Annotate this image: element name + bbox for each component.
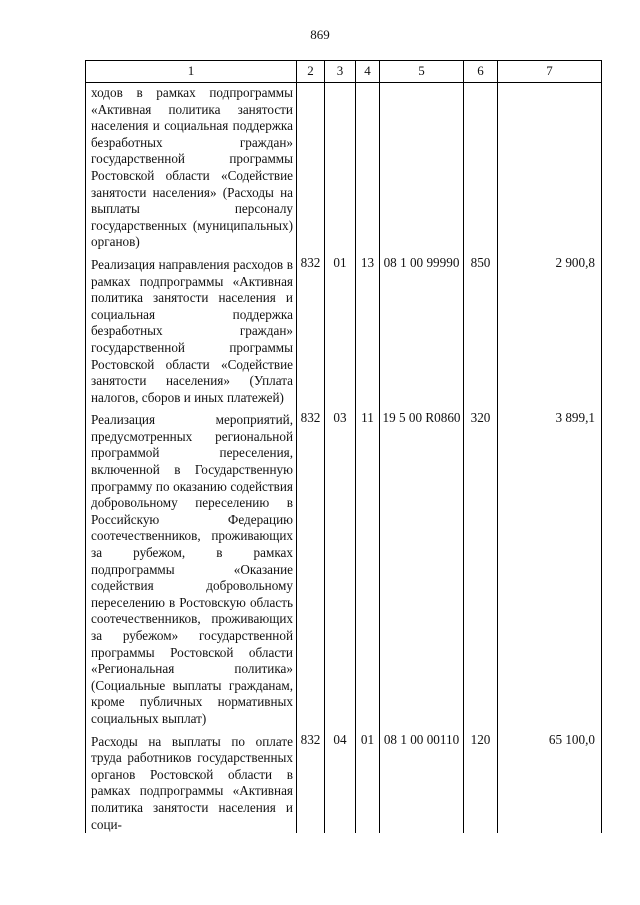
row-ministry: 832 (297, 406, 325, 727)
row-description: Реализация мероприятий, предусмотренных региональной программой переселения, включенной в Государственную программу по оказанию содействия добровольному переселению в Российскую Федерацию соотечественников, проживающих за рубежом, в рамках подпрограммы «Оказание содействия добровольному переселению в Ростовскую область соотечественников, проживающих за рубежом» государственной программы Ростовской области «Региональная политика» (Социальные выплаты гражданам, кроме публичных нормативных социальных выплат) (86, 406, 297, 727)
row-section: 01 (325, 251, 356, 406)
col-header-4: 4 (356, 61, 380, 83)
row-section (325, 83, 356, 251)
row-section: 03 (325, 406, 356, 727)
row-type (464, 83, 498, 251)
row-amount (498, 83, 602, 251)
row-subsection: 11 (356, 406, 380, 727)
row-ministry: 832 (297, 251, 325, 406)
table-row (86, 83, 602, 251)
row-section: 04 (325, 728, 356, 834)
budget-table (85, 60, 602, 833)
table-header-row (86, 61, 602, 83)
row-ministry: 832 (297, 728, 325, 834)
row-amount: 65 100,0 (498, 728, 602, 834)
row-type: 120 (464, 728, 498, 834)
row-amount: 3 899,1 (498, 406, 602, 727)
row-subsection (356, 83, 380, 251)
col-header-5: 5 (380, 61, 464, 83)
row-subsection: 01 (356, 728, 380, 834)
col-header-7: 7 (498, 61, 602, 83)
row-ministry (297, 83, 325, 251)
col-header-3: 3 (325, 61, 356, 83)
row-target (380, 83, 464, 251)
row-description: Расходы на выплаты по оплате труда работников государственных органов Ростовской области в рамках подпрограммы «Активная политика занятости населения и соци- (86, 728, 297, 834)
col-header-2: 2 (297, 61, 325, 83)
page-number: 869 (310, 27, 330, 42)
row-amount: 2 900,8 (498, 251, 602, 406)
col-header-1: 1 (86, 61, 297, 83)
row-description: Реализация направления расходов в рамках подпрограммы «Активная политика занятости населения и социальная поддержка безработных граждан» государственной программы Ростовской области «Содействие занятости населения» (Уплата налогов, сборов и иных платежей) (86, 251, 297, 406)
row-description: ходов в рамках подпрограммы «Активная политика занятости населения и социальная поддержка безработных граждан» государственной программы Ростовской области «Содействие занятости населения» (Расходы на выплаты персоналу государственных (муниципальных) органов) (86, 83, 297, 251)
row-subsection: 13 (356, 251, 380, 406)
row-target: 08 1 00 99990 (380, 251, 464, 406)
row-target: 08 1 00 00110 (380, 728, 464, 834)
table-row (86, 251, 602, 406)
row-type: 320 (464, 406, 498, 727)
table-row (86, 728, 602, 834)
table-row (86, 406, 602, 727)
row-type: 850 (464, 251, 498, 406)
col-header-6: 6 (464, 61, 498, 83)
row-target: 19 5 00 R0860 (380, 406, 464, 727)
